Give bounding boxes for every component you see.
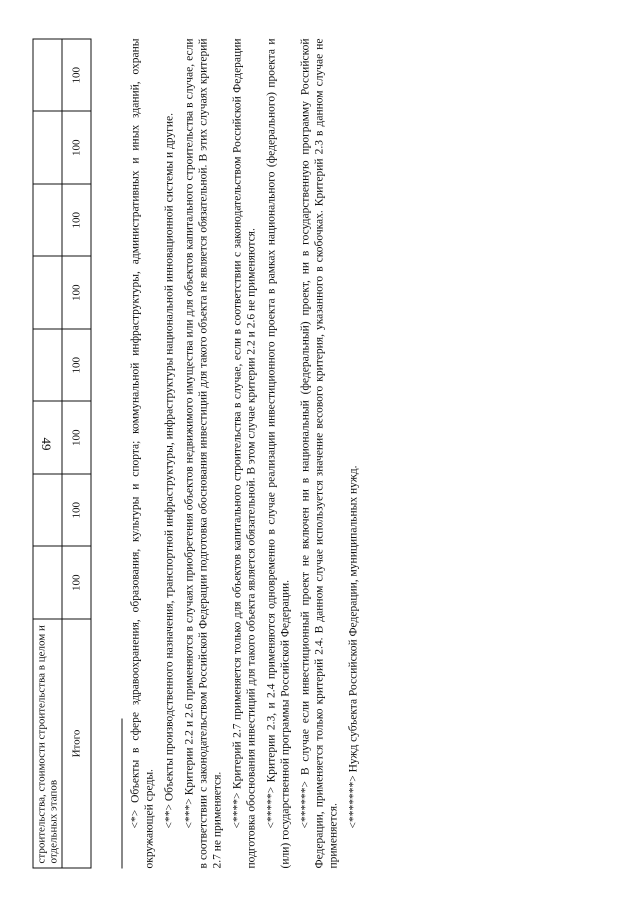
footnote: <***> Критерии 2.2 и 2.6 применяются в случаях приобретения объектов недвижимого имущества или для объектов капитального строительства в случае, если в соответствии с законодательством Российской Федерации подготовка обоснования инвестиций для такого объекта не является обязательной. В этих случаях критерий 2.7 не применяется. bbox=[183, 38, 224, 868]
total-value-cell: 100 bbox=[62, 111, 91, 184]
table-cell bbox=[33, 39, 62, 112]
total-value-cell: 100 bbox=[62, 546, 91, 619]
total-value-cell: 100 bbox=[62, 474, 91, 547]
table-row-total bbox=[62, 39, 91, 868]
total-value-cell: 100 bbox=[62, 329, 91, 402]
total-value-cell: 100 bbox=[62, 401, 91, 474]
table-cell bbox=[33, 111, 62, 184]
footnote: <*******> Нужд субъекта Российской Федерации, муниципальных нужд. bbox=[347, 465, 360, 828]
total-value-cell: 100 bbox=[62, 256, 91, 329]
total-value-cell: 100 bbox=[62, 184, 91, 257]
table-cell bbox=[33, 474, 62, 547]
table-cell bbox=[33, 184, 62, 257]
table-cell bbox=[33, 546, 62, 619]
footnote: <*****> Критерии 2.3, и 2.4 применяются одновременно в случае реализации инвестиционного проекта в рамках национального (федерального) проекта и (или) государственной программы Российской Федерации. bbox=[265, 38, 292, 868]
footnote: <****> Критерий 2.7 применяется только для объектов капитального строительства в случае, если в соответствии с законодательством Российской Федерации подготовка обоснования инвестиций для такого объекта является обязательной. В этом случае критерии 2.2 и 2.6 не применяются. bbox=[231, 38, 258, 868]
footnote: <**> Объекты производственного назначения, транспортной инфраструктуры, инфраструктуры национальной инновационной системы и другие. bbox=[163, 112, 176, 828]
table-row bbox=[33, 39, 62, 868]
footnote: <******> В случае если инвестиционный проект не включен ни в национальный (федеральный) проект, ни в государственную программу Российской Федерации, применяется только критерий 2.4. В данном случае используется значение весового критерия, указанного в скобочках. Критерий 2.3 в данном случае не применяется. bbox=[299, 38, 340, 868]
footnote-separator bbox=[122, 718, 123, 868]
total-value-cell: 100 bbox=[62, 39, 91, 112]
row-label-stroitelstva: строительства, стоимости строительства в целом и отдельных этапов bbox=[33, 619, 62, 868]
table-cell bbox=[33, 401, 62, 474]
table-cell bbox=[33, 329, 62, 402]
table-cell bbox=[33, 256, 62, 329]
row-label-total: Итого bbox=[62, 619, 91, 868]
footnote: <*> Объекты в сфере здравоохранения, образования, культуры и спорта; коммунальной инфраструктуры, административных и иных зданий, охраны окружающей среды. bbox=[129, 38, 156, 868]
criteria-table bbox=[33, 38, 92, 868]
page-number: 49 bbox=[39, 437, 54, 451]
footnotes bbox=[129, 38, 367, 868]
rotated-document-body bbox=[33, 38, 608, 868]
